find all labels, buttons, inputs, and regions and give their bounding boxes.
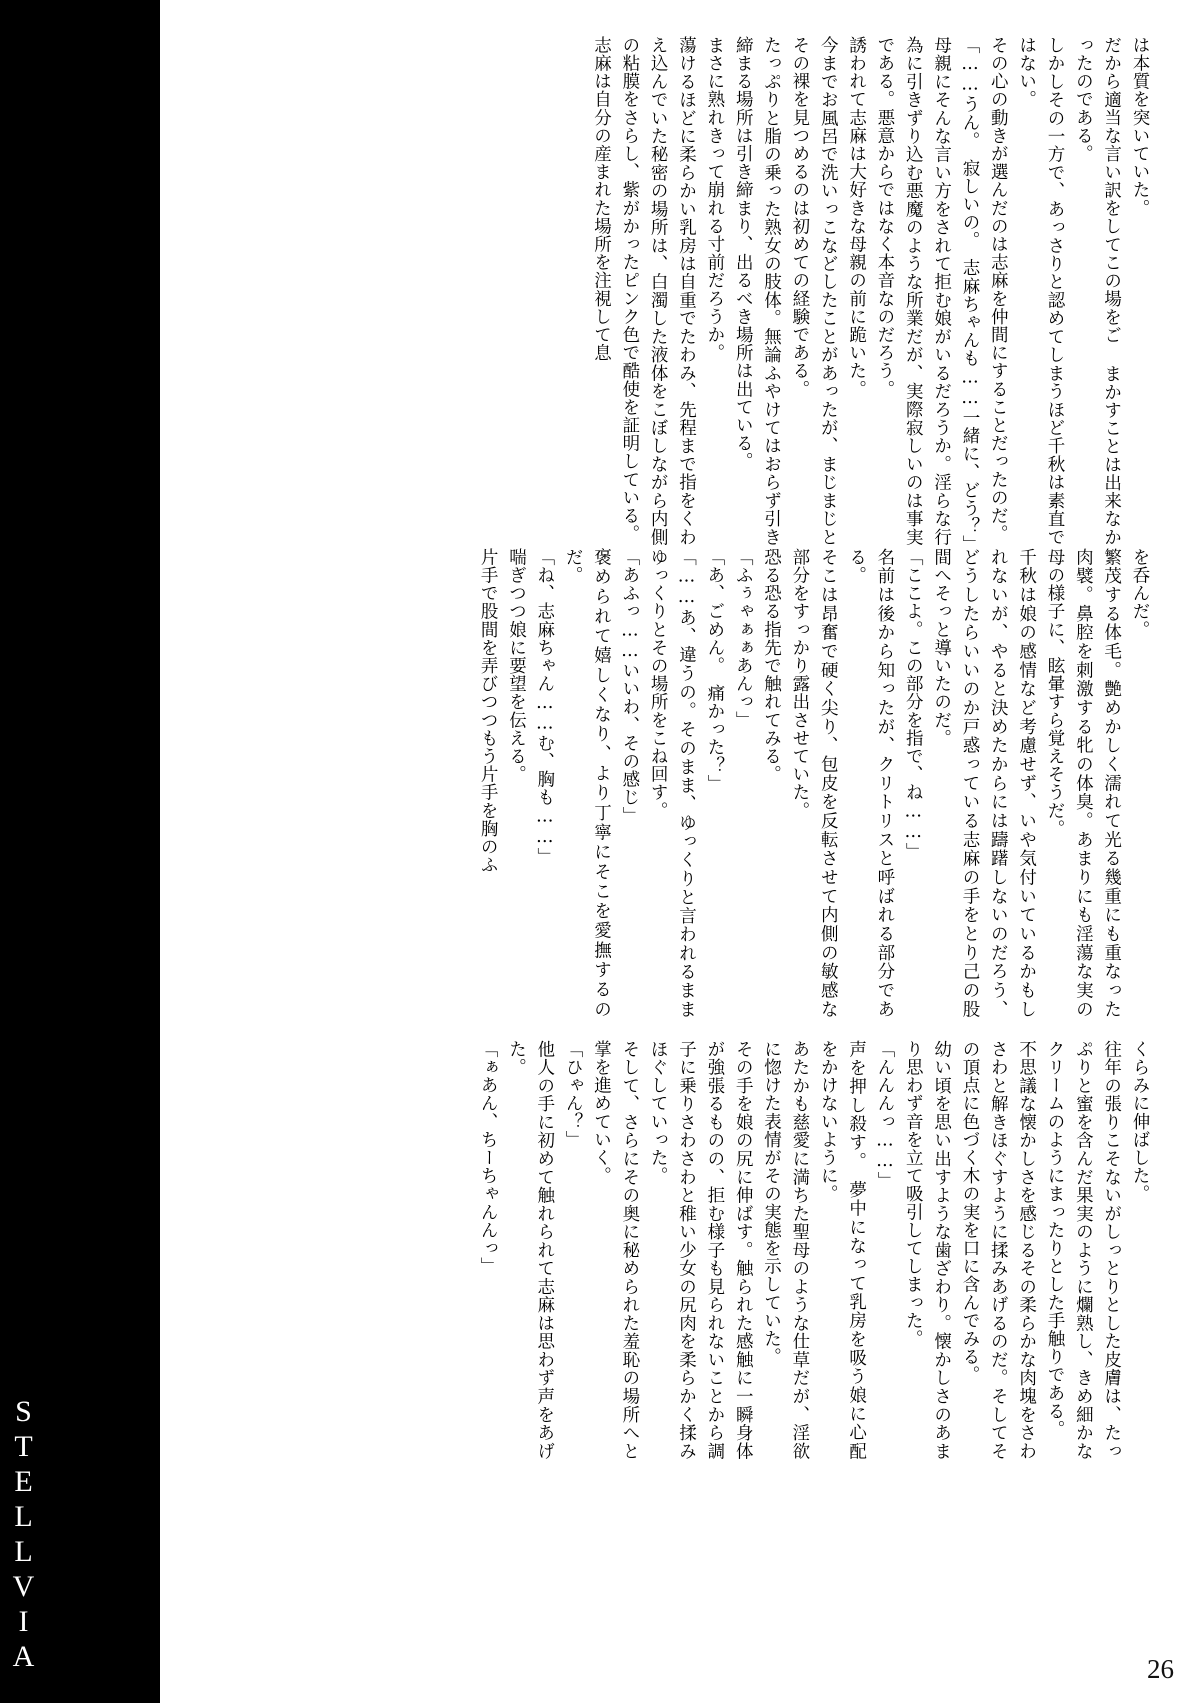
paragraph: 往年の張りこそないがしっとりとした皮膚は、たっぷりと蜜を含んだ果実のように爛熟し、きめ細かなクリームのようにまったりとした手触りである。 — [1044, 1040, 1122, 1460]
paragraph: 不思議な懐かしさを感じるその柔らかな肉塊をさわさわと解きほぐすように揉みあげるのだ。そしてその頂点に色づく木の実を口に含んでみる。 — [959, 1040, 1037, 1460]
paragraph: まさに熟れきって崩れる寸前だろうか。 — [704, 36, 725, 362]
paragraph: 母親にそんな言い方をされて拒む娘がいるだろうか。淫らな行為に引きずり込む悪魔のような所業だが、実際寂しいのは事実である。悪意からではなく本音なのだろう。 — [874, 36, 952, 546]
paragraph: 誘われて志麻は大好きな母親の前に跪いた。 — [846, 36, 867, 398]
paragraph: 「……あ、違うの。そのまま、ゆっくりと言われるままゆっくりとその場所をこね回す。 — [648, 548, 697, 1018]
paragraph: くらみに伸ばした。 — [1130, 1040, 1150, 1203]
paragraph: 褒められて嬉しくなり、より丁寧にそこを愛撫するのだ。 — [563, 548, 612, 1018]
paragraph: 「……うん。 寂しいの。 志麻ちゃんも……一緒に、どう？」 — [959, 36, 980, 554]
paragraph: は本質を突いていた。 — [1130, 36, 1150, 217]
paragraph: だから適当な言い訳をしてこの場をご まかすことは出来なかったのである。 — [1073, 36, 1122, 546]
paragraph: 「んんんっ……」 — [874, 1040, 895, 1190]
page-number: 26 — [1147, 1654, 1174, 1684]
paragraph: たっぷりと脂の乗った熟女の肢体。無論ふやけてはおらず引き締まる場所は引き締まり、出るべき場所は出ている。 — [733, 36, 782, 546]
paragraph: しかしその一方で、あっさりと認めてしまうほど千秋は素直ではない。 — [1016, 36, 1065, 546]
paragraph: 「ぁあん、ちーちゃんんっ」 — [478, 1040, 499, 1276]
paragraph: そこは昂奮で硬く尖り、包皮を反転させて内側の敏感な部分をすっかり露出させていた。 — [789, 548, 839, 1018]
paragraph: 「ひゃん？」 — [563, 1040, 584, 1149]
paragraph: を呑んだ。 — [1130, 548, 1150, 639]
text-column-middle — [274, 548, 1154, 1018]
paragraph: 恐る恐る指先で触れてみる。 — [761, 548, 782, 784]
paragraph: あたかも慈愛に満ちた聖母のような仕草だが、淫欲に惚けた表情がその実態を示していた。 — [761, 1040, 810, 1460]
paragraph: その手を娘の尻に伸ばす。触られた感触に一瞬身体が強張るものの、拒む様子も見られないことから調子に乗りさわさわと稚い少女の尻肉を柔らかく揉みほぐしていった。 — [648, 1040, 754, 1460]
paragraph: 「ね、志麻ちゃん……む、胸も……」 — [534, 548, 555, 866]
text-column-top — [284, 36, 1154, 554]
paragraph: 「あふっ……いいわ、その感じ」 — [619, 548, 640, 825]
series-logo: STELLVIA — [7, 1395, 40, 1675]
paragraph: その心の動きが選んだのは志麻を仲間にすることだったのだ。 — [988, 36, 1009, 543]
text-column-bottom — [274, 1040, 1154, 1460]
paragraph: 志麻は自分の産まれた場所を注視して息 — [591, 36, 612, 362]
paragraph: 喘ぎつつ娘に要望を伝える。 — [506, 548, 527, 784]
paragraph: 幼い頃を思い出すような歯ざわり。懐かしさのあまり思わず音を立て吸引してしまった。 — [903, 1040, 952, 1460]
paragraph: 「あ、ごめん。 痛かった？」 — [704, 548, 725, 793]
paragraph: 千秋は娘の感情など考慮せず、いや気付いているかもしれないが、やると決めたからには躊躇しないのだろう、どうしたらいいのか戸惑っている志麻の手をとり己の股間へそっと導いたのだ。 — [931, 548, 1037, 1018]
paragraph: 今までお風呂で洗いっこなどしたことがあったが、まじまじとその裸を見つめるのは初めての経験である。 — [789, 36, 839, 546]
paragraph: 片手で股間を弄びつつもう片手を胸のふ — [478, 548, 499, 874]
paragraph: そして、さらにその奥に秘められた羞恥の場所へと掌を進めていく。 — [591, 1040, 640, 1460]
paragraph: 「ふぅゃぁぁあんっ」 — [733, 548, 754, 729]
paragraph: 蕩けるほどに柔らかい乳房は自重でたわみ、先程まで指をくわえ込んでいた秘密の場所は、白濁した液体をこぼしながら内側の粘膜をさらし、紫がかったピンク色で酷使を証明している。 — [619, 36, 697, 546]
paragraph: 繁茂する体毛。艶めかしく濡れて光る幾重にも重なった肉襞。鼻腔を刺激する牝の体臭。あまりにも淫蕩な実の母の様子に、眩暈すら覚えそうだ。 — [1044, 548, 1122, 1018]
paragraph: 名前は後から知ったが、クリトリスと呼ばれる部分である。 — [846, 548, 895, 1018]
paragraph: 「ここよ。この部分を指で、ね……」 — [903, 548, 924, 861]
paragraph: 声を押し殺す。 夢中になって乳房を吸う娘に心配をかけないように。 — [818, 1040, 867, 1460]
paragraph: 他人の手に初めて触れられて志麻は思わず声をあげた。 — [506, 1040, 555, 1460]
